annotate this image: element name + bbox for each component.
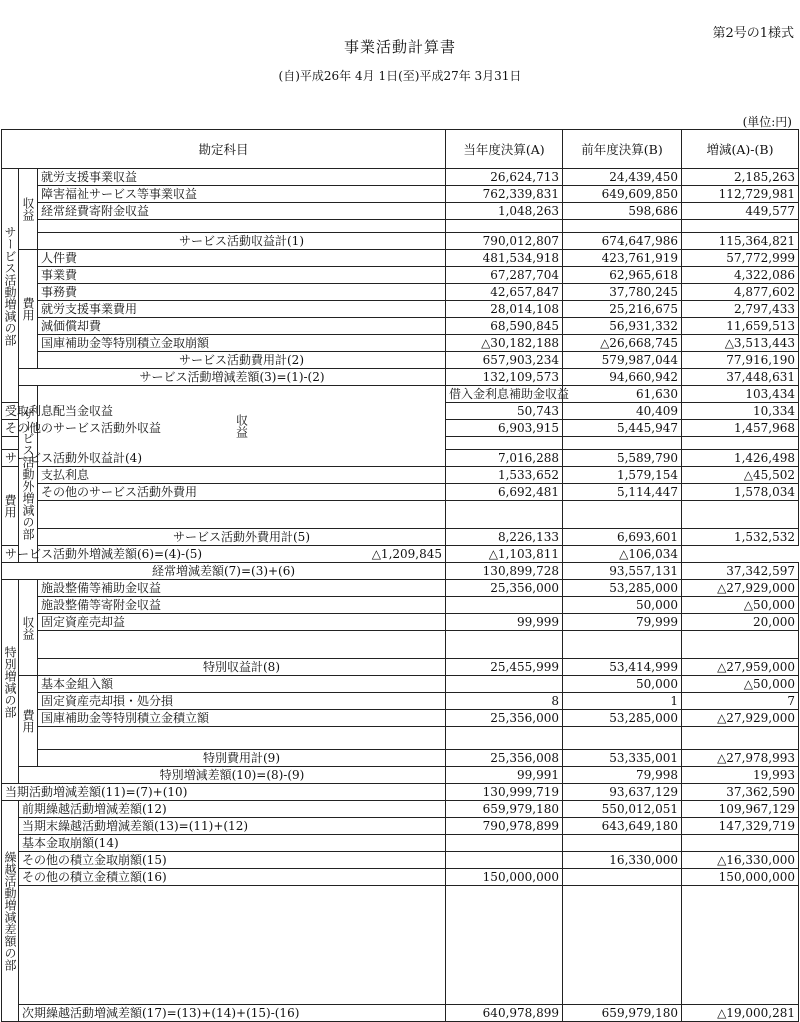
current-value: 762,339,831 (446, 186, 563, 203)
current-value: 1,048,263 (446, 203, 563, 220)
previous-value: 5,589,790 (563, 450, 682, 467)
row-label: その他のサービス活動外費用 (38, 484, 446, 501)
header-item: 勘定科目 (2, 130, 446, 169)
revenue-label: 収益 (19, 580, 38, 676)
previous-value: 50,000 (563, 597, 682, 614)
diff-value: 7 (682, 693, 799, 710)
table-row (2, 869, 799, 886)
previous-value: △26,668,745 (563, 335, 682, 352)
row-label: サービス活動外収益計(4) (2, 450, 19, 467)
row-label: 特別増減差額(10)=(8)-(9) (19, 767, 446, 784)
previous-value: 5,114,447 (563, 484, 682, 501)
table-row (2, 467, 799, 484)
subtotal-row (2, 529, 799, 546)
previous-value: 598,686 (563, 203, 682, 220)
diff-value: 10,334 (682, 403, 799, 420)
row-label: 受取利息配当金収益 (2, 403, 19, 420)
row-label: その他のサービス活動外収益 (2, 420, 19, 437)
diff-value: 57,772,999 (682, 250, 799, 267)
table-row (2, 676, 799, 693)
row-label: 事務費 (38, 284, 446, 301)
table-row (2, 614, 799, 631)
previous-value: 93,637,129 (563, 784, 682, 801)
previous-value: 1,579,154 (563, 467, 682, 484)
previous-value: 16,330,000 (563, 852, 682, 869)
diff-value: 1,426,498 (682, 450, 799, 467)
row-label: 支払利息 (38, 467, 446, 484)
previous-value: 25,216,675 (563, 301, 682, 318)
previous-value: 53,285,000 (563, 580, 682, 597)
diff-value: 37,362,590 (682, 784, 799, 801)
row-label: 当期末繰越活動増減差額(13)=(11)+(12) (19, 818, 446, 835)
current-value: 25,356,000 (446, 580, 563, 597)
row-label: サービス活動外増減差額(6)=(4)-(5) (2, 546, 38, 563)
row-label: その他の積立金積立額(16) (19, 869, 446, 886)
revenue-label: 収益 (19, 169, 38, 250)
document-title: 事業活動計算書 (343, 38, 456, 56)
spacer-row (2, 727, 799, 750)
current-value: 657,903,234 (446, 352, 563, 369)
header-current: 当年度決算(A) (446, 130, 563, 169)
diff-value (682, 835, 799, 852)
previous-value: 579,987,044 (563, 352, 682, 369)
current-value: 28,014,108 (446, 301, 563, 318)
table-row (2, 710, 799, 727)
previous-value: 423,761,919 (563, 250, 682, 267)
previous-value: 62,965,618 (563, 267, 682, 284)
previous-value: 79,999 (563, 614, 682, 631)
current-value: 25,356,008 (446, 750, 563, 767)
section-label-service: サービス活動増減の部 (2, 169, 19, 403)
diff-value: 115,364,821 (682, 233, 799, 250)
row-label: サービス活動増減差額(3)=(1)-(2) (19, 369, 446, 386)
row-label: 障害福祉サービス等事業収益 (38, 186, 446, 203)
current-value: 790,978,899 (446, 818, 563, 835)
subtotal-row (2, 750, 799, 767)
table-row (2, 318, 799, 335)
current-value (446, 676, 563, 693)
row-label: サービス活動外費用計(5) (38, 529, 446, 546)
row-label: 国庫補助金等特別積立金取崩額 (38, 335, 446, 352)
current-value: 67,287,704 (446, 267, 563, 284)
table-row (2, 852, 799, 869)
previous-value: 649,609,850 (563, 186, 682, 203)
current-value: 99,991 (446, 767, 563, 784)
row-label: 固定資産売却益 (38, 614, 446, 631)
current-value: 481,534,918 (446, 250, 563, 267)
row-label: その他の積立金取崩額(15) (19, 852, 446, 869)
row-label: 施設整備等補助金収益 (38, 580, 446, 597)
current-value: 130,899,728 (446, 563, 563, 580)
table-row (2, 801, 799, 818)
current-value: 6,692,481 (446, 484, 563, 501)
table-row (2, 484, 799, 501)
diff-value: 449,577 (682, 203, 799, 220)
form-number: 第2号の1様式 (712, 26, 794, 41)
previous-value: 37,780,245 (563, 284, 682, 301)
diff-value: △3,513,443 (682, 335, 799, 352)
row-label: 人件費 (38, 250, 446, 267)
previous-value: 6,693,601 (563, 529, 682, 546)
row-label: 国庫補助金等特別積立金積立額 (38, 710, 446, 727)
previous-value (563, 835, 682, 852)
table-row (2, 835, 799, 852)
diff-value: 4,877,602 (682, 284, 799, 301)
accounting-period: (自)平成26年 4月 1日(至)平成27年 3月31日 (278, 69, 522, 83)
diff-value: 20,000 (682, 614, 799, 631)
expense-label: 費用 (2, 467, 19, 546)
current-value: 99,999 (446, 614, 563, 631)
previous-value: 643,649,180 (563, 818, 682, 835)
table-row (2, 267, 799, 284)
row-label: 基本金取崩額(14) (19, 835, 446, 852)
diff-value: △45,502 (682, 467, 799, 484)
unit-label: (単位:円) (742, 115, 792, 129)
diff-value: 112,729,981 (682, 186, 799, 203)
diff-value: △19,000,281 (682, 1005, 799, 1022)
current-value: △30,182,188 (446, 335, 563, 352)
previous-value: 103,434 (682, 386, 799, 403)
previous-value: 550,012,051 (563, 801, 682, 818)
diff-value: 147,329,719 (682, 818, 799, 835)
ordinary-difference-row (2, 563, 799, 580)
table-row (2, 580, 799, 597)
section-label-non-service: サービス活動外増減の部 (19, 386, 38, 563)
current-value: 7,016,288 (446, 450, 563, 467)
table-row (2, 818, 799, 835)
row-label: 固定資産売却損・処分損 (38, 693, 446, 710)
section-label-special: 特別増減の部 (2, 580, 19, 784)
diff-value: △16,330,000 (682, 852, 799, 869)
spacer-row (2, 886, 799, 1005)
diff-value: 77,916,190 (682, 352, 799, 369)
diff-value: 1,532,532 (682, 529, 799, 546)
diff-value: 11,659,513 (682, 318, 799, 335)
previous-value: 674,647,986 (563, 233, 682, 250)
spacer-row (2, 501, 799, 529)
diff-value: 150,000,000 (682, 869, 799, 886)
current-value: 25,455,999 (446, 659, 563, 676)
diff-value: 4,322,086 (682, 267, 799, 284)
diff-value: 19,993 (682, 767, 799, 784)
current-value: 132,109,573 (446, 369, 563, 386)
current-value: △1,209,845 (38, 546, 446, 563)
diff-value: 2,185,263 (682, 169, 799, 186)
current-value: 130,999,719 (446, 784, 563, 801)
table-row (2, 386, 799, 403)
previous-value: 56,931,332 (563, 318, 682, 335)
diff-value: △106,034 (563, 546, 682, 563)
table-row (2, 335, 799, 352)
previous-value: 24,439,450 (563, 169, 682, 186)
diff-value: 109,967,129 (682, 801, 799, 818)
difference-row (2, 546, 799, 563)
subtotal-row (2, 352, 799, 369)
row-label: 借入金利息補助金収益 (446, 386, 563, 403)
diff-value: △27,929,000 (682, 580, 799, 597)
current-value: 8,226,133 (446, 529, 563, 546)
diff-value: 37,448,631 (682, 369, 799, 386)
diff-value: 1,457,968 (682, 420, 799, 437)
row-label: 就労支援事業費用 (38, 301, 446, 318)
current-value (446, 597, 563, 614)
table-row (2, 203, 799, 220)
header-row (2, 130, 799, 169)
row-label: 事業費 (38, 267, 446, 284)
spacer-row (2, 220, 799, 233)
row-label: 次期繰越活動増減差額(17)=(13)+(14)+(15)-(16) (19, 1005, 446, 1022)
previous-value: 53,285,000 (563, 710, 682, 727)
table-row (2, 301, 799, 318)
row-label: 減価償却費 (38, 318, 446, 335)
spacer-row (2, 631, 799, 659)
diff-value: 1,578,034 (682, 484, 799, 501)
statement-table (1, 129, 799, 1022)
previous-value: 5,445,947 (563, 420, 682, 437)
table-row (2, 284, 799, 301)
row-label: 基本金組入額 (38, 676, 446, 693)
current-value: 8 (446, 693, 563, 710)
previous-value: 659,979,180 (563, 1005, 682, 1022)
current-value: 640,978,899 (446, 1005, 563, 1022)
expense-label: 費用 (19, 676, 38, 767)
table-row (2, 186, 799, 203)
previous-value: 50,000 (563, 676, 682, 693)
current-value: 61,630 (563, 386, 682, 403)
diff-value: 2,797,433 (682, 301, 799, 318)
diff-value: 37,342,597 (682, 563, 799, 580)
row-label: 施設整備等寄附金収益 (38, 597, 446, 614)
table-row (2, 1005, 799, 1022)
previous-value (563, 869, 682, 886)
previous-value: 93,557,131 (563, 563, 682, 580)
current-value: 659,979,180 (446, 801, 563, 818)
row-label: 経常増減差額(7)=(3)+(6) (2, 563, 446, 580)
previous-value: 94,660,942 (563, 369, 682, 386)
period-difference-row (2, 784, 799, 801)
row-label: 特別費用計(9) (38, 750, 446, 767)
table-row (2, 169, 799, 186)
diff-value: △27,978,993 (682, 750, 799, 767)
diff-value: △50,000 (682, 676, 799, 693)
current-value: 150,000,000 (446, 869, 563, 886)
previous-value: 1 (563, 693, 682, 710)
row-label: 前期繰越活動増減差額(12) (19, 801, 446, 818)
previous-value: △1,103,811 (446, 546, 563, 563)
current-value: 790,012,807 (446, 233, 563, 250)
row-label: 特別収益計(8) (38, 659, 446, 676)
previous-value: 53,335,001 (563, 750, 682, 767)
table-row (2, 693, 799, 710)
diff-value: △50,000 (682, 597, 799, 614)
current-value: 6,903,915 (446, 420, 563, 437)
current-value (446, 835, 563, 852)
row-label: サービス活動収益計(1) (38, 233, 446, 250)
current-value: 42,657,847 (446, 284, 563, 301)
difference-row (2, 369, 799, 386)
previous-value: 40,409 (563, 403, 682, 420)
row-label: 就労支援事業収益 (38, 169, 446, 186)
previous-value: 79,998 (563, 767, 682, 784)
current-value: 68,590,845 (446, 318, 563, 335)
current-value (446, 852, 563, 869)
row-label: 当期活動増減差額(11)=(7)+(10) (2, 784, 446, 801)
current-value: 50,743 (446, 403, 563, 420)
current-value: 26,624,713 (446, 169, 563, 186)
previous-value: 53,414,999 (563, 659, 682, 676)
row-label: 経常経費寄附金収益 (38, 203, 446, 220)
row-label: サービス活動費用計(2) (38, 352, 446, 369)
header-diff: 増減(A)-(B) (682, 130, 799, 169)
table-row (2, 250, 799, 267)
diff-value: △27,929,000 (682, 710, 799, 727)
diff-value: △27,959,000 (682, 659, 799, 676)
subtotal-row (2, 659, 799, 676)
subtotal-row (2, 233, 799, 250)
difference-row (2, 767, 799, 784)
table-row (2, 597, 799, 614)
current-value: 25,356,000 (446, 710, 563, 727)
revenue-label: 収益 (38, 386, 446, 467)
current-value: 1,533,652 (446, 467, 563, 484)
section-label-carryover: 繰越活動増減差額の部 (2, 801, 19, 1022)
expense-label: 費用 (19, 250, 38, 369)
header-previous: 前年度決算(B) (563, 130, 682, 169)
